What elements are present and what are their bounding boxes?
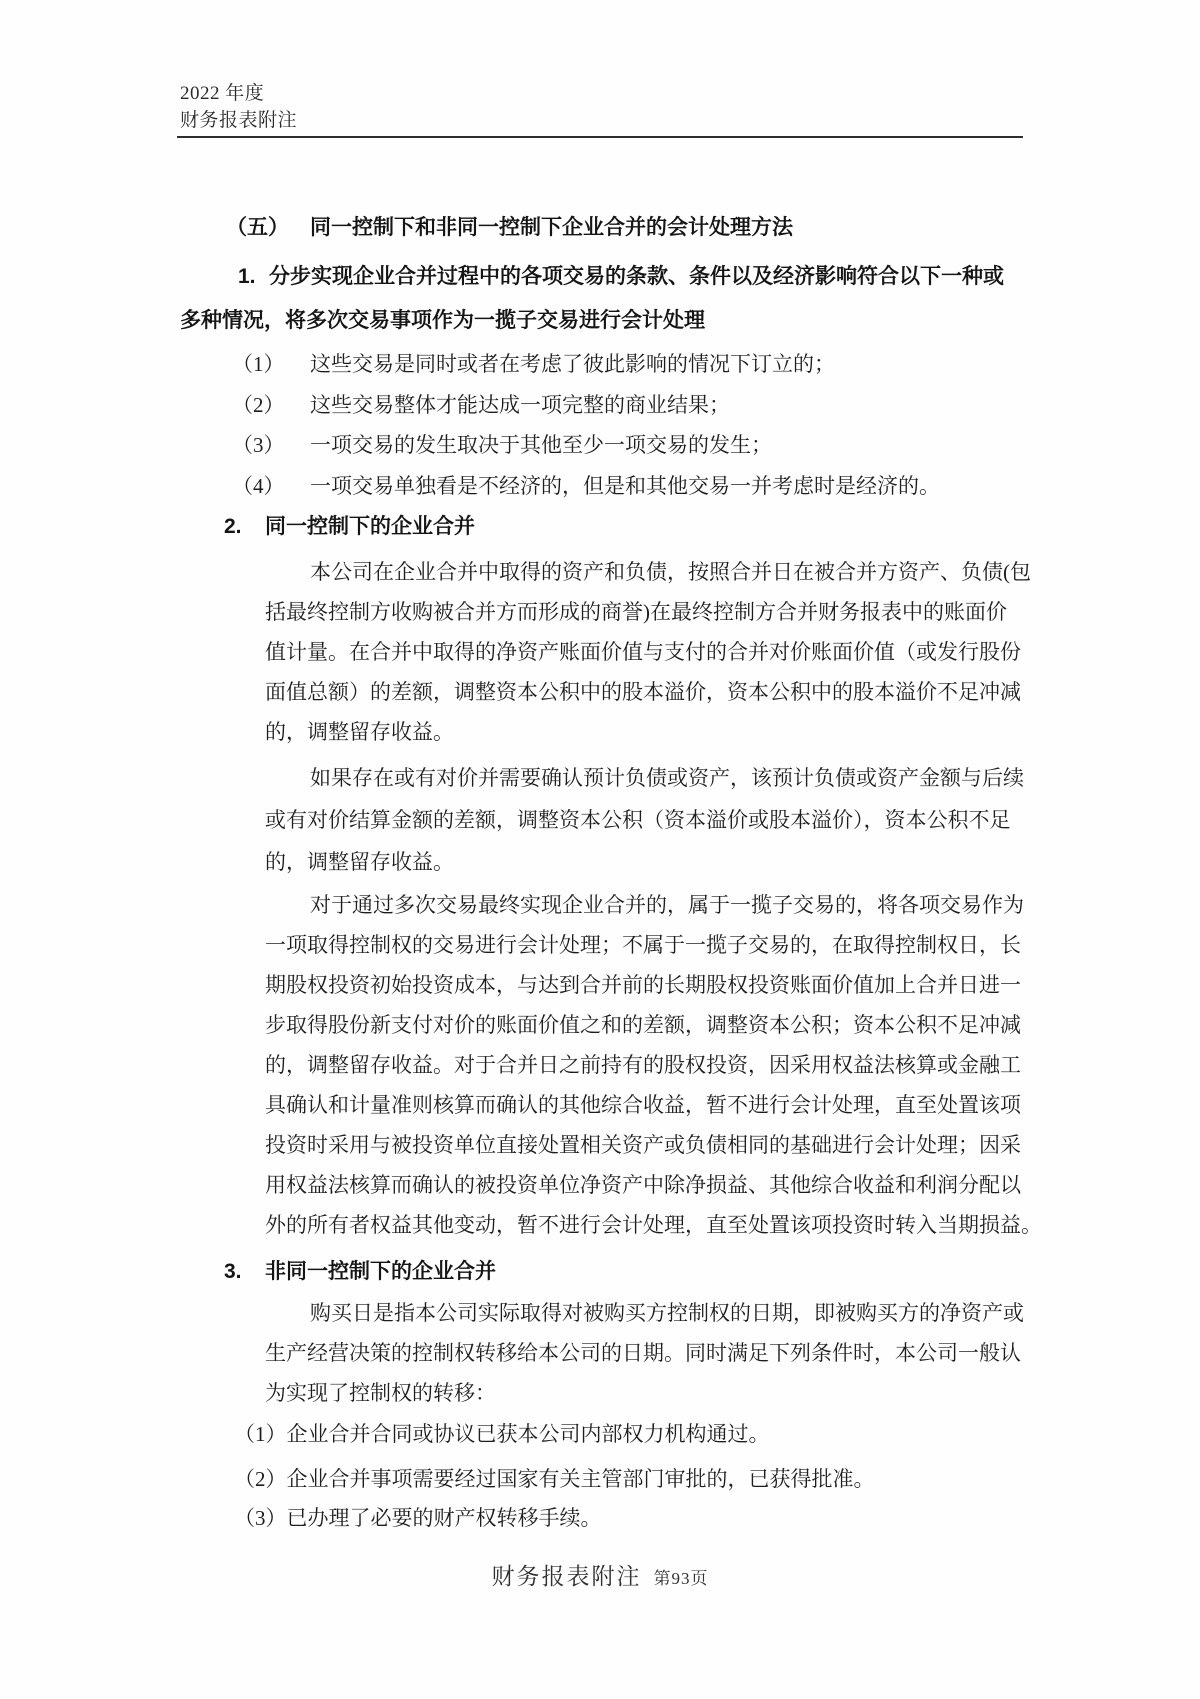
paragraph-line: 投资时采用与被投资单位直接处置相关资产或负债相同的基础进行会计处理；因采 bbox=[265, 1133, 1021, 1157]
condition-item-4-number: （4） bbox=[232, 474, 285, 498]
header-doc-type: 财务报表附注 bbox=[180, 110, 298, 131]
subsection-1-line1-text: 分步实现企业合并过程中的各项交易的条款、条件以及经济影响符合以下一种或 bbox=[269, 265, 1004, 288]
paragraph-line: 括最终控制方收购被合并方而形成的商誉)在最终控制方合并财务报表中的账面价 bbox=[265, 600, 1007, 624]
subsection-3-heading bbox=[180, 1252, 1069, 1292]
paragraph-line: 具确认和计量准则核算而确认的其他综合收益，暂不进行会计处理，直至处置该项 bbox=[265, 1093, 1021, 1117]
paragraph-line: 外的所有者权益其他变动，暂不进行会计处理，直至处置该项投资时转入当期损益。 bbox=[265, 1213, 1042, 1237]
paragraph-line: 步取得股份新支付对价的账面价值之和的差额，调整资本公积；资本公积不足冲减 bbox=[265, 1013, 1021, 1037]
paragraph-acquisition-date bbox=[265, 1293, 1025, 1413]
subsection-1-line1 bbox=[180, 255, 1025, 299]
condition-item-4-text: 一项交易单独看是不经济的，但是和其他交易一并考虑时是经济的。 bbox=[310, 474, 940, 498]
footer-label: 财务报表附注 bbox=[491, 1564, 642, 1589]
paragraph-line: 如果存在或有对价并需要确认预计负债或资产，该预计负债或资产金额与后续 bbox=[310, 766, 1024, 790]
transfer-condition-2: （2）企业合并事项需要经过国家有关主管部门审批的，已获得批准。 bbox=[234, 1467, 875, 1491]
subsection-3-number: 3. bbox=[224, 1260, 242, 1283]
paragraph-line: 一项取得控制权的交易进行会计处理；不属于一揽子交易的，在取得控制权日，长 bbox=[265, 933, 1021, 957]
section-title-number: （五） bbox=[226, 216, 289, 239]
paragraph-line: 生产经营决策的控制权转移给本公司的日期。同时满足下列条件时，本公司一般认 bbox=[265, 1341, 1021, 1365]
condition-item-2 bbox=[180, 385, 1077, 425]
paragraph-line: 本公司在企业合并中取得的资产和负债，按照合并日在被合并方资产、负债(包 bbox=[310, 560, 1031, 584]
condition-item-3-number: （3） bbox=[232, 433, 285, 457]
subsection-2-number: 2. bbox=[224, 515, 242, 538]
paragraph-line: 对于通过多次交易最终实现企业合并的，属于一揽子交易的，将各项交易作为 bbox=[310, 893, 1024, 917]
transfer-condition-1: （1）企业合并合同或协议已获本公司内部权力机构通过。 bbox=[234, 1422, 770, 1446]
condition-item-1-text: 这些交易是同时或者在考虑了彼此影响的情况下订立的； bbox=[310, 352, 835, 376]
paragraph-line: 期股权投资初始投资成本，与达到合并前的长期股权投资账面价值加上合并日进一 bbox=[265, 973, 1021, 997]
subsection-2-heading bbox=[180, 507, 1069, 547]
paragraph-line: 用权益法核算而确认的被投资单位净资产中除净损益、其他综合收益和利润分配以 bbox=[265, 1173, 1021, 1197]
header-year: 2022 年度 bbox=[180, 83, 265, 104]
paragraph-line: 购买日是指本公司实际取得对被购买方控制权的日期，即被购买方的净资产或 bbox=[310, 1301, 1024, 1325]
transfer-condition-3: （3）已办理了必要的财产权转移手续。 bbox=[234, 1506, 602, 1530]
paragraph-line: 的，调整留存收益。对于合并日之前持有的股权投资，因采用权益法核算或金融工 bbox=[265, 1053, 1021, 1077]
condition-item-2-text: 这些交易整体才能达成一项完整的商业结果； bbox=[310, 393, 730, 417]
section-title-text: 同一控制下和非同一控制下企业合并的会计处理方法 bbox=[310, 216, 793, 239]
condition-item-4 bbox=[180, 466, 1077, 506]
header-rule bbox=[177, 136, 1023, 138]
paragraph-line: 面值总额）的差额，调整资本公积中的股本溢价，资本公积中的股本溢价不足冲减 bbox=[265, 680, 1021, 704]
paragraph-line: 的，调整留存收益。 bbox=[265, 850, 454, 874]
page-header bbox=[180, 80, 297, 134]
subsection-1-number: 1. bbox=[238, 265, 256, 288]
paragraph-common-control-3 bbox=[265, 885, 1042, 1245]
condition-item-3 bbox=[180, 425, 1077, 465]
page-footer bbox=[0, 1558, 1200, 1591]
section-title bbox=[180, 208, 1071, 248]
footer-page-number: 第93页 bbox=[653, 1569, 709, 1588]
subsection-1-heading bbox=[180, 255, 1025, 343]
paragraph-line: 为实现了控制权的转移： bbox=[265, 1381, 496, 1405]
paragraph-line: 值计量。在合并中取得的净资产账面价值与支付的合并对价账面价值（或发行股份 bbox=[265, 640, 1021, 664]
subsection-3-heading-text: 非同一控制下的企业合并 bbox=[265, 1260, 496, 1283]
subsection-2-heading-text: 同一控制下的企业合并 bbox=[265, 515, 475, 538]
subsection-1-line2: 多种情况，将多次交易事项作为一揽子交易进行会计处理 bbox=[180, 309, 705, 332]
paragraph-common-control-2 bbox=[265, 757, 1025, 883]
paragraph-line: 或有对价结算金额的差额，调整资本公积（资本溢价或股本溢价），资本公积不足 bbox=[265, 808, 1011, 832]
condition-item-1 bbox=[180, 344, 1077, 384]
condition-item-1-number: （1） bbox=[232, 352, 285, 376]
condition-item-3-text: 一项交易的发生取决于其他至少一项交易的发生； bbox=[310, 433, 772, 457]
condition-item-2-number: （2） bbox=[232, 393, 285, 417]
paragraph-common-control-1 bbox=[265, 552, 1031, 752]
paragraph-line: 的，调整留存收益。 bbox=[265, 720, 454, 744]
